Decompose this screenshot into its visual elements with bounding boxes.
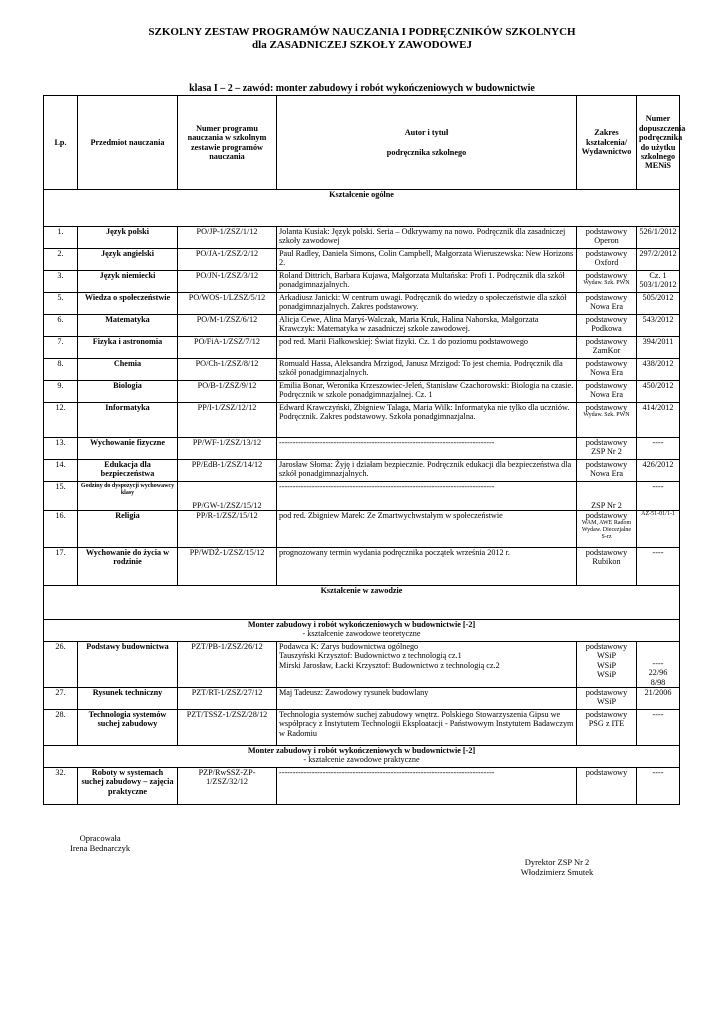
cell-publisher: ZamKor (592, 346, 621, 356)
cell-approval: 394/2011 (637, 337, 680, 359)
cell-approval: ---- (637, 482, 680, 511)
cell-lp: 3. (44, 271, 78, 293)
cell-lp: 16. (44, 511, 78, 548)
cell-publisher: Nowa Era (590, 302, 623, 312)
section-title-theory (44, 620, 680, 642)
cell-publisher: Podkowa (591, 324, 622, 334)
cell-scope-level: podstawowy (585, 438, 628, 447)
cell-lp: 32. (44, 768, 78, 805)
table-row (44, 688, 680, 710)
cell-program: PP/R-1/ZSZ/15/12 (178, 511, 277, 548)
cell-lp: 5. (44, 293, 78, 315)
cell-program: PP/I-1/ZSZ/12/12 (178, 403, 277, 438)
table-row (44, 438, 680, 460)
col-author-header-line2: podręcznika szkolnego (386, 147, 467, 157)
cell-publisher: Oxford (594, 258, 619, 268)
cell-lp: 7. (44, 337, 78, 359)
cell-author: ------------------------------------------------------------------------------- (277, 482, 577, 511)
table-row (44, 293, 680, 315)
section-title-practice (44, 746, 680, 768)
cell-approval: 297/2/2012 (637, 249, 680, 271)
col-scope-header: Zakres kształcenia/ Wydawnictwo (577, 96, 637, 190)
table-row (44, 227, 680, 249)
cell-program: PO/FiA-1/ZSZ/7/12 (178, 337, 277, 359)
col-author-header-line1: Autor i tytuł (404, 128, 449, 138)
cell-author (277, 642, 577, 688)
cell-program: PP/WF-1/ZSZ/13/12 (178, 438, 277, 460)
table-row (44, 511, 680, 548)
cell-approval: ---- (637, 438, 680, 460)
cell-scope-level: podstawowy (585, 460, 628, 469)
table-row (44, 548, 680, 586)
cell-publisher: PSG z ITE (588, 719, 625, 729)
section-title-general: Kształcenie ogólne (44, 190, 680, 227)
section-theory-line1: Monter zabudowy i robót wykończeniowych w budownictwie [-2] (247, 620, 476, 629)
cell-subject: Edukacja dla bezpieczeństwa (78, 460, 178, 482)
cell-approval: AZ-51-01/1-1 (637, 511, 680, 548)
cell-author-line: Podawca K: Zarys budownictwa ogólnego (279, 642, 419, 651)
cell-scope (577, 482, 637, 511)
table-row (44, 249, 680, 271)
cell-publisher: WSiP (596, 670, 617, 680)
cell-scope (577, 460, 637, 482)
table-row (44, 359, 680, 381)
cell-subject: Technologia systemów suchej zabudowy (78, 710, 178, 746)
cell-scope-level: podstawowy (585, 227, 628, 236)
cell-scope-level: podstawowy (585, 271, 628, 280)
cell-approval: 426/2012 (637, 460, 680, 482)
cell-publisher: WSiP (596, 660, 617, 670)
prepared-by-label: Opracowała (79, 833, 121, 843)
cell-approval: 438/2012 (637, 359, 680, 381)
cell-lp: 6. (44, 315, 78, 337)
cell-author: Technologia systemów suchej zabudowy wnętrz. Polskiego Stowarzyszenia Gipsu we współpracy z Instytutem Technologii Eksploatacji - Państwowym Instytutem Badawczym w Radomiu (277, 710, 577, 746)
cell-scope (577, 359, 637, 381)
cell-author: Jolanta Kusiak: Język polski. Seria – Odkrywamy na nowo. Podręcznik dla zasadniczej szkoły zawodowej (277, 227, 577, 249)
table-row (44, 710, 680, 746)
cell-approval: Cz. 1 503/1/2012 (637, 271, 680, 293)
cell-subject: Matematyka (78, 315, 178, 337)
cell-scope (577, 511, 637, 548)
cell-program: PZT/PB-1/ZSZ/26/12 (178, 642, 277, 688)
cell-program: PO/B-1/ZSZ/9/12 (178, 381, 277, 403)
cell-subject: Język polski (78, 227, 178, 249)
cell-scope (577, 381, 637, 403)
cell-publisher: Nowa Era (590, 469, 623, 479)
cell-author: Roland Dittrich, Barbara Kujawa, Małgorzata Multańska: Profi 1. Podręcznik dla szkół ponadgimnazjalnych. (277, 271, 577, 293)
col-subject-header: Przedmiot nauczania (78, 96, 178, 190)
cell-publisher: Wydaw. Szk. PWN (583, 280, 630, 287)
cell-program: PZT/TSSZ-1/ZSZ/28/12 (178, 710, 277, 746)
cell-approval: 450/2012 (637, 381, 680, 403)
cell-program: PP/EdB-1/ZSZ/14/12 (178, 460, 277, 482)
cell-lp: 13. (44, 438, 78, 460)
cell-publisher: WSiP (596, 651, 617, 661)
cell-publisher: Nowa Era (590, 390, 623, 400)
cell-author-line: Mirski Jarosław, Łacki Krzysztof: Budownictwo z technologią cz.2 (279, 660, 500, 670)
section-practice-line1: Monter zabudowy i robót wykończeniowych w budownictwie [-2] (247, 746, 476, 755)
cell-lp: 1. (44, 227, 78, 249)
cell-program: PO/Ch-1/ZSZ/8/12 (178, 359, 277, 381)
cell-scope-level: podstawowy (585, 381, 628, 390)
cell-approval: 21/2006 (637, 688, 680, 710)
cell-author: Romuald Hassa, Aleksandra Mrzigod, Janusz Mrzigod: To jest chemia. Podręcznik dla szkół ponadgimnazjalnych. (277, 359, 577, 381)
cell-scope (577, 403, 637, 438)
table-row (44, 271, 680, 293)
cell-publisher: Wydaw. Szk. PWN (583, 412, 630, 419)
cell-lp: 2. (44, 249, 78, 271)
cell-subject: Godziny do dyspozycji wychowawcy klasy (78, 482, 178, 511)
cell-lp: 14. (44, 460, 78, 482)
cell-scope (577, 315, 637, 337)
cell-scope (577, 227, 637, 249)
title-line-2: dla ZASADNICZEJ SZKOŁY ZAWODOWEJ (252, 39, 472, 51)
cell-lp: 8. (44, 359, 78, 381)
cell-subject: Podstawy budownictwa (78, 642, 178, 688)
cell-publisher: Rubikon (592, 557, 621, 567)
cell-scope-level: podstawowy (585, 710, 628, 719)
cell-publisher: ZSP Nr 2 (591, 500, 622, 510)
table-row (44, 460, 680, 482)
table-row (44, 642, 680, 688)
cell-lp: 17. (44, 548, 78, 586)
col-author-header (277, 96, 577, 190)
cell-lp: 27. (44, 688, 78, 710)
cell-author: prognozowany termin wydania podręcznika początek września 2012 r. (277, 548, 577, 586)
table-row (44, 768, 680, 805)
cell-subject: Wiedza o społeczeństwie (78, 293, 178, 315)
cell-program: PO/JP-1/ZSZ/1/12 (178, 227, 277, 249)
cell-program: PP/GW-1/ZSZ/15/12 (178, 482, 277, 511)
col-approval-header: Numer dopuszczenia podręcznika do użytku szkolnego MENiS (637, 96, 680, 190)
cell-subject: Fizyka i astronomia (78, 337, 178, 359)
cell-scope (577, 642, 637, 688)
cell-lp: 9. (44, 381, 78, 403)
cell-subject: Wychowanie fizyczne (78, 438, 178, 460)
cell-scope-level: podstawowy (585, 548, 628, 557)
cell-author: Maj Tadeusz: Zawodowy rysunek budowlany (277, 688, 577, 710)
section-title-vocational: Kształcenie w zawodzie (44, 586, 680, 620)
table-row (44, 337, 680, 359)
cell-author: Emilia Bonar, Weronika Krzeszowiec-Jeleń, Stanisław Czachorowski: Biologia na czasie. Podręcznik w szkole ponadgimnazjalnej. Cz. 1 (277, 381, 577, 403)
section-theory-line2: - kształcenie zawodowe teoretyczne (302, 629, 421, 639)
cell-subject: Biologia (78, 381, 178, 403)
table-row (44, 381, 680, 403)
cell-publisher: Operon (594, 236, 619, 246)
cell-author: Arkadiusz Janicki: W centrum uwagi. Podręcznik do wiedzy o społeczeństwie dla szkół ponadgimnazjalnych. Zakres podstawowy. (277, 293, 577, 315)
cell-scope (577, 548, 637, 586)
cell-approval: 505/2012 (637, 293, 680, 315)
cell-scope (577, 271, 637, 293)
cell-program: PO/M-1/ZSZ/6/12 (178, 315, 277, 337)
cell-scope (577, 768, 637, 805)
cell-approval: 543/2012 (637, 315, 680, 337)
page-subtitle: klasa I – 2 – zawód: monter zabudowy i robót wykończeniowych w budownictwie (189, 83, 535, 94)
cell-author: pod red. Zbigniew Marek: Ze Zmartwychwstałym w społeczeństwie (277, 511, 577, 548)
cell-program: PZP/RwSSZ-ZP-1/ZSZ/32/12 (178, 768, 277, 805)
section-practice-line2: - kształcenie zawodowe praktyczne (303, 755, 420, 765)
cell-approval-line: 22/96 (648, 668, 668, 678)
cell-subject: Rysunek techniczny (78, 688, 178, 710)
cell-program: PO/JA-1/ZSZ/2/12 (178, 249, 277, 271)
cell-scope-level: podstawowy (585, 688, 628, 697)
cell-scope (577, 438, 637, 460)
col-lp-header: Lp. (44, 96, 78, 190)
table-row (44, 482, 680, 511)
cell-publisher: WSiP (596, 697, 617, 707)
cell-author-line: Tauszyński Krzysztof: Budownictwo z technologią cz.1 (279, 651, 462, 661)
cell-lp: 28. (44, 710, 78, 746)
col-program-header: Numer programu nauczania w szkolnym zestawie programów nauczania (178, 96, 277, 190)
cell-lp: 26. (44, 642, 78, 688)
title-line-1: SZKOLNY ZESTAW PROGRAMÓW NAUCZANIA I PODRĘCZNIKÓW SZKOLNYCH (148, 26, 576, 38)
cell-scope (577, 249, 637, 271)
cell-program: PO/JN-1/ZSZ/3/12 (178, 271, 277, 293)
cell-subject: Roboty w systemach suchej zabudowy – zajęcia praktyczne (78, 768, 178, 805)
cell-scope-level: podstawowy (585, 403, 628, 412)
cell-approval: ---- (637, 548, 680, 586)
cell-approval (637, 642, 680, 688)
cell-scope-level: podstawowy (585, 315, 628, 324)
cell-scope-level: podstawowy (585, 511, 628, 520)
cell-author: ------------------------------------------------------------------------------- (277, 438, 577, 460)
cell-approval: 414/2012 (637, 403, 680, 438)
cell-author: pod red. Marii Fiałkowskiej: Świat fizyki. Cz. 1 do poziomu podstawowego (277, 337, 577, 359)
cell-scope-level: podstawowy (585, 768, 628, 777)
cell-author: Jarosław Słoma: Żyję i działam bezpiecznie. Podręcznik edukacji dla bezpieczeństwa dla szkół ponadgimnazjalnych. (277, 460, 577, 482)
cell-lp: 15. (44, 482, 78, 511)
cell-program: PO/WOS-1/LZSZ/5/12 (178, 293, 277, 315)
section-row-practice (44, 746, 680, 768)
cell-subject: Język angielski (78, 249, 178, 271)
cell-publisher: Nowa Era (590, 368, 623, 378)
cell-program: PP/WDŻ-1/ZSZ/15/12 (178, 548, 277, 586)
cell-program: PZT/RT-1/ZSZ/27/12 (178, 688, 277, 710)
cell-scope (577, 710, 637, 746)
cell-subject: Informatyka (78, 403, 178, 438)
table-row (44, 403, 680, 438)
cell-lp: 12. (44, 403, 78, 438)
page-title (0, 26, 724, 52)
director-signature (492, 857, 622, 877)
table-row (44, 315, 680, 337)
section-row-theory (44, 620, 680, 642)
cell-scope-level: podstawowy (585, 642, 628, 651)
section-row-general (44, 190, 680, 227)
cell-scope (577, 293, 637, 315)
cell-publisher: ZSP Nr 2 (591, 447, 622, 457)
cell-approval: 526/1/2012 (637, 227, 680, 249)
cell-author: Paul Radley, Daniela Simons, Colin Campbell, Małgorzata Wieruszewska: New Horizons 2. (277, 249, 577, 271)
cell-scope (577, 688, 637, 710)
cell-approval: ---- (637, 768, 680, 805)
cell-approval-line: ---- (652, 658, 664, 668)
cell-author: Alicja Cewe, Alina Maryś-Walczak, Maria Kruk, Halina Nahorska, Małgorzata Krawczyk: Matematyka w zasadniczej szkole zawodowej. (277, 315, 577, 337)
cell-scope-level: podstawowy (585, 249, 628, 258)
prepared-by (70, 833, 130, 853)
prepared-by-name: Irena Bednarczyk (70, 843, 131, 853)
director-label: Dyrektor ZSP Nr 2 (524, 857, 590, 867)
cell-author: ------------------------------------------------------------------------------- (277, 768, 577, 805)
cell-scope-level: podstawowy (585, 337, 628, 346)
cell-subject: Język niemiecki (78, 271, 178, 293)
cell-scope-level: podstawowy (585, 293, 628, 302)
cell-approval: ---- (637, 710, 680, 746)
section-row-vocational (44, 586, 680, 620)
cell-subject: Wychowanie do życia w rodzinie (78, 548, 178, 586)
cell-subject: Chemia (78, 359, 178, 381)
table-header-row (44, 96, 680, 190)
curriculum-table (43, 95, 686, 805)
cell-subject: Religia (78, 511, 178, 548)
cell-approval-line: 8/98 (650, 677, 666, 687)
cell-author: Edward Krawczyński, Zbigniew Talaga, Maria Wilk: Informatyka nie tylko dla uczniów. Podręcznik. Zakres podstawowy. Szkoła ponadgimnazjalna. (277, 403, 577, 438)
cell-publisher: WAM, AWE Radom Wydaw. Diecezjalne S-rz (581, 520, 632, 540)
director-name: Włodzimierz Smutek (520, 867, 594, 877)
cell-scope (577, 337, 637, 359)
cell-scope-level: podstawowy (585, 359, 628, 368)
